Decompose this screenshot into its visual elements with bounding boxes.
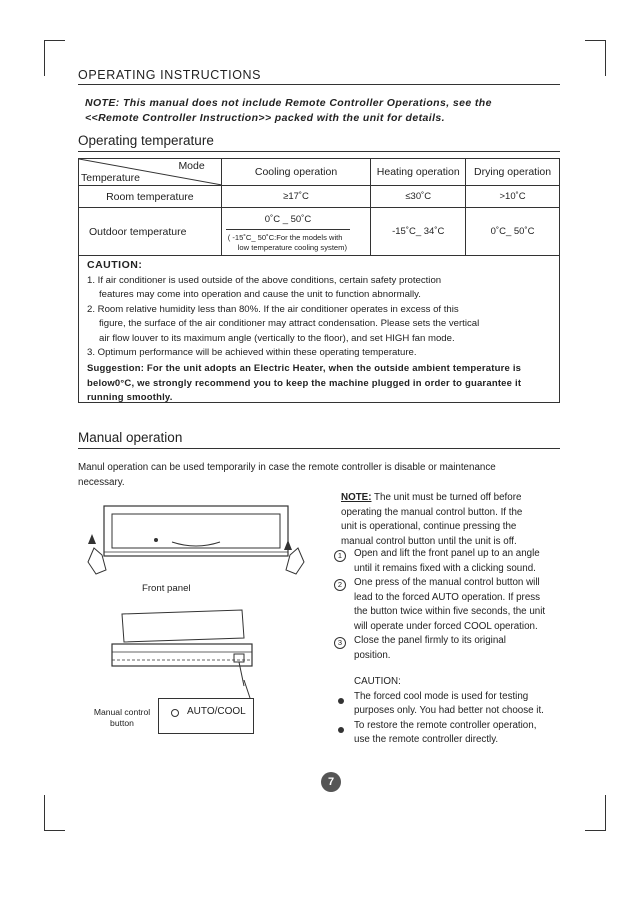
manual-steps [334,547,574,663]
manual-caution-item-2-line-1: To restore the remote controller operation, [354,719,537,731]
corner-temperature-label: Temperature [81,172,140,184]
outdoor-temperature-label: Outdoor temperature [79,208,222,256]
step-2-line-4: will operate under forced COOL operation. [354,620,538,632]
step-2-line-2: lead to the forced AUTO operation. If press [354,591,541,603]
suggestion-text [87,362,557,406]
outdoor-cooling-cell [221,208,371,256]
caution-item-1-line-2: features may come into operation and cause the unit to function abnormally. [99,289,421,300]
bullet-icon [338,727,344,733]
room-temperature-label: Room temperature [79,186,222,208]
room-temperature-row [79,186,560,208]
step-3 [334,634,574,663]
operating-temperature-rule [78,151,560,152]
caution-title: CAUTION: [87,259,143,271]
outdoor-cooling-note-2: low temperature cooling system) [237,242,348,252]
room-heating-value: ≤30˚C [371,186,466,208]
manual-caution-item-1-line-2: purposes only. You had better not choose it. [354,705,544,716]
auto-cool-callout [158,698,254,734]
step-1-line-1: Open and lift the front panel up to an angle [354,548,540,559]
callout-pointer [238,680,258,700]
table-header-row [79,159,560,186]
outdoor-cooling-note-1: ( -15˚C_ 50˚C:For the models with [227,232,343,242]
step-3-line-1: Close the panel firmly to its original [354,635,506,646]
manual-control-label-line-1: Manual control [93,707,151,717]
manual-control-button-icon [171,709,179,717]
corner-mode-label: Mode [178,160,205,172]
suggestion-line-3: running smoothly. [87,392,173,403]
note-text-2: operating the manual control button. If the [341,506,523,518]
note-text-3: unit is operational, continue pressing the [341,521,517,532]
step-2-line-3: the button twice within five seconds, the unit [354,606,546,617]
room-cooling-value: ≥17˚C [221,186,371,208]
manual-caution-item-1 [338,690,578,719]
caution-item-3: 3. Optimum performance will be achieved within these operating temperature. [87,347,417,358]
outdoor-heating-value: -15˚C_ 34˚C [371,208,466,256]
page-header: OPERATING INSTRUCTIONS [78,68,262,82]
front-panel-label: Front panel [142,583,191,594]
open-unit-illustration [82,608,262,703]
operating-temperature-table [78,158,560,256]
column-drying: Drying operation [466,159,560,186]
operating-temperature-title: Operating temperature [78,133,214,148]
manual-operation-title: Manual operation [78,430,183,445]
caution-item-2-line-2: figure, the surface of the air conditioner may attract condensation. Please sets the vertical [99,318,480,329]
step-1-line-2: until it remains fixed with a clicking sound. [354,562,536,574]
remote-controller-note [85,96,555,126]
caution-item-2-line-1: 2. Room relative humidity less than 80%. If the air conditioner operates in excess of this [87,303,459,315]
outdoor-temperature-row [79,208,560,256]
manual-intro-line-1: Manul operation can be used temporarily in case the remote controller is disable or maintenance [78,462,496,473]
step-1 [334,547,574,576]
manual-operation-intro [78,460,568,490]
outdoor-drying-value: 0˚C_ 50˚C [466,208,560,256]
manual-caution-title: CAUTION: [354,676,401,687]
step-2-number: 2 [334,579,346,591]
note-line-2: <<Remote Controller Instruction>> packed with the unit for details. [85,112,445,124]
manual-caution-item-2 [338,719,578,748]
crop-mark-top-left [44,40,65,76]
step-2-line-1: One press of the manual control button will [354,577,540,588]
note-text-4: manual control button until the unit is off. [341,535,517,547]
note-text-1: The unit must be turned off before [371,492,522,503]
step-1-number: 1 [334,550,346,562]
page-number: 7 [321,772,341,792]
crop-mark-top-right [585,40,606,76]
header-rule [78,84,560,85]
caution-item-2-line-3: air flow louver to its maximum angle (vertically to the floor), and set HIGH fan mode. [99,332,455,344]
manual-operation-note [341,491,566,549]
step-2 [334,576,574,634]
crop-mark-bottom-left [44,795,65,831]
caution-item-1-line-1: 1. If air conditioner is used outside of the above conditions, certain safety protection [87,274,442,286]
step-3-line-2: position. [354,649,391,661]
mode-temperature-corner [79,159,222,186]
outdoor-cooling-main: 0˚C _ 50˚C [226,211,351,230]
manual-caution [338,675,578,748]
manual-caution-item-2-line-2: use the remote controller directly. [354,734,499,745]
room-drying-value: >10˚C [466,186,560,208]
caution-section [87,258,557,361]
note-label: NOTE: [341,492,372,503]
manual-control-label [86,707,158,729]
suggestion-line-2: below0°C, we strongly recommend you to keep the machine plugged in order to guarantee it [87,377,522,389]
column-cooling: Cooling operation [221,159,371,186]
crop-mark-bottom-right [585,795,606,831]
front-panel-illustration [82,500,312,600]
manual-control-label-line-2: button [110,718,134,728]
auto-cool-label: AUTO/COOL [187,706,246,717]
manual-intro-line-2: necessary. [78,477,125,488]
bullet-icon [338,698,344,704]
manual-caution-item-1-line-1: The forced cool mode is used for testing [354,690,529,702]
outdoor-cooling-note [222,230,371,253]
manual-operation-rule [78,448,560,449]
suggestion-line-1: Suggestion: For the unit adopts an Electric Heater, when the outside ambient temperature is [87,363,522,374]
step-3-number: 3 [334,637,346,649]
column-heating: Heating operation [371,159,466,186]
note-line-1: NOTE: This manual does not include Remote Controller Operations, see the [85,97,492,109]
